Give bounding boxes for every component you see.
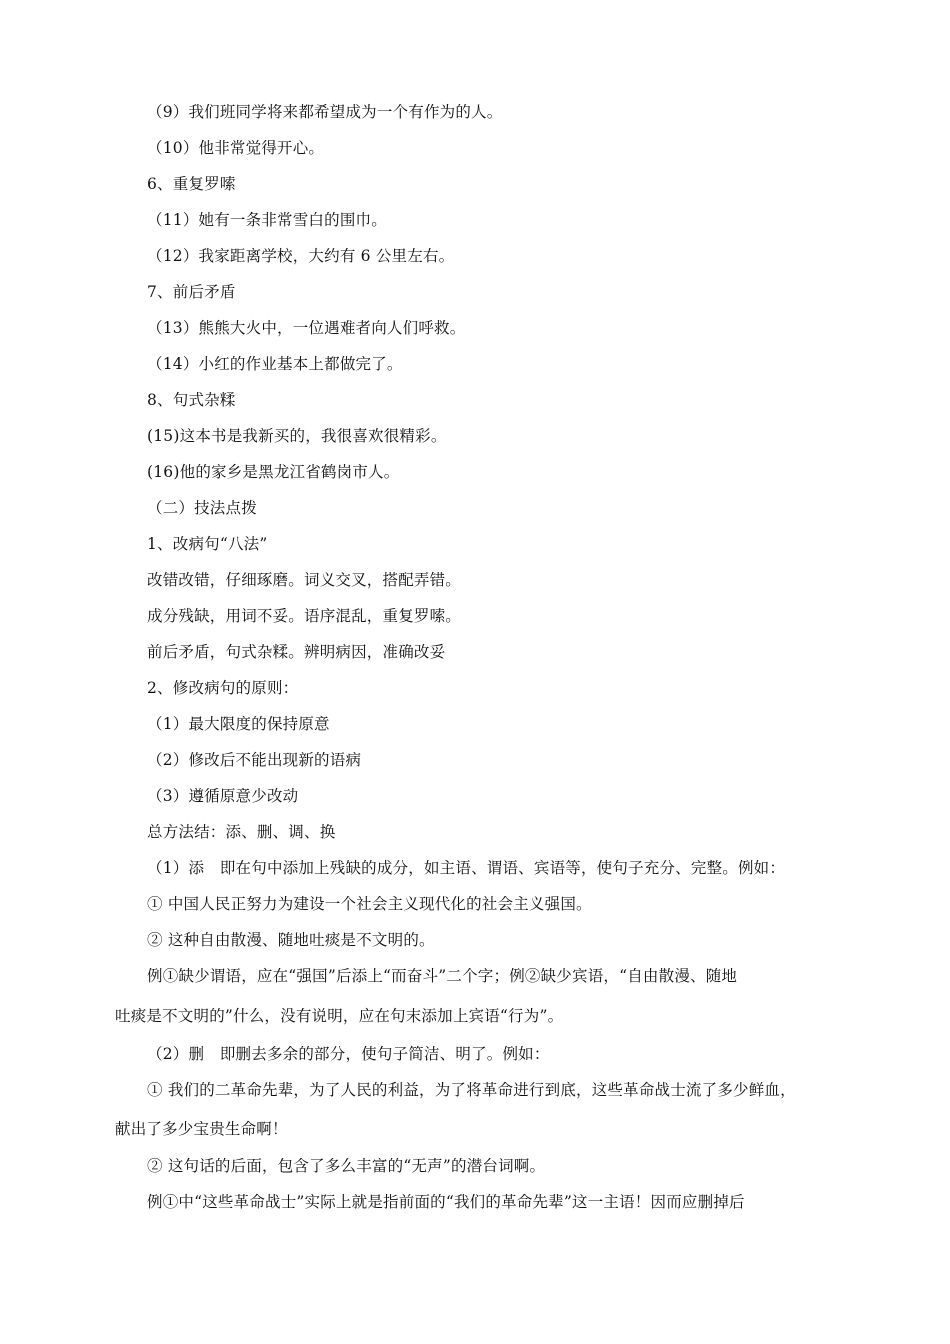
add-example-2: ② 这种自由散漫、随地吐痰是不文明的。 bbox=[147, 931, 435, 949]
sentence-9: （9）我们班同学将来都希望成为一个有作为的人。 bbox=[147, 103, 503, 121]
heading-mixed-structure: 8、句式杂糅 bbox=[147, 391, 236, 409]
sentence-13: （13）熊熊大火中，一位遇难者向人们呼救。 bbox=[147, 319, 466, 337]
principle-2: （2）修改后不能出现新的语病 bbox=[147, 751, 362, 769]
section-heading-techniques: （二）技法点拨 bbox=[147, 499, 257, 517]
method-delete-description: （2）删 即删去多余的部分，使句子简洁、明了。例如： bbox=[147, 1045, 550, 1063]
principle-3: （3）遵循原意少改动 bbox=[147, 787, 299, 805]
add-example-1: ① 中国人民正努力为建设一个社会主义现代化的社会主义强国。 bbox=[147, 895, 592, 913]
delete-example-1-line-2: 献出了多少宝贵生命啊！ bbox=[115, 1120, 288, 1138]
delete-example-2: ② 这句话的后面，包含了多么丰富的“无声”的潜台词啊。 bbox=[147, 1157, 546, 1175]
sentence-14: （14）小红的作业基本上都做完了。 bbox=[147, 355, 403, 373]
delete-example-1-line-1: ① 我们的二革命先辈，为了人民的利益，为了将革命进行到底，这些革命战士流了多少鲜血， bbox=[147, 1081, 796, 1099]
sentence-16: (16)他的家乡是黑龙江省鹤岗市人。 bbox=[147, 463, 400, 481]
verse-line-1: 改错改错，仔细琢磨。词义交叉，搭配弄错。 bbox=[147, 571, 462, 589]
verse-line-2: 成分残缺，用词不妥。语序混乱，重复罗嗦。 bbox=[147, 607, 462, 625]
verse-line-3: 前后矛盾，句式杂糅。辨明病因，准确改妥 bbox=[147, 643, 446, 661]
heading-contradiction: 7、前后矛盾 bbox=[147, 283, 236, 301]
sentence-11: （11）她有一条非常雪白的围巾。 bbox=[147, 211, 387, 229]
sentence-12: （12）我家距离学校，大约有 6 公里左右。 bbox=[147, 247, 455, 265]
sentence-10: （10）他非常觉得开心。 bbox=[147, 139, 325, 157]
method-summary: 总方法结：添、删、调、换 bbox=[147, 823, 336, 841]
sentence-15: (15)这本书是我新买的，我很喜欢很精彩。 bbox=[147, 427, 447, 445]
heading-repetition: 6、重复罗嗦 bbox=[147, 175, 236, 193]
heading-principles: 2、修改病句的原则： bbox=[147, 679, 299, 697]
heading-eight-methods: 1、改病句“八法” bbox=[147, 535, 268, 553]
add-explanation-line-1: 例①缺少谓语，应在“强国”后添上“而奋斗”二个字；例②缺少宾语，“自由散漫、随地 bbox=[147, 967, 738, 985]
method-add-description: （1）添 即在句中添加上残缺的成分，如主语、谓语、宾语等，使句子充分、完整。例如： bbox=[147, 859, 786, 877]
add-explanation-line-2: 吐痰是不文明的”什么，没有说明，应在句末添加上宾语“行为”。 bbox=[115, 1007, 564, 1025]
delete-explanation-line-1: 例①中“这些革命战士”实际上就是指前面的“我们的革命先辈”这一主语！因而应删掉后 bbox=[147, 1193, 745, 1211]
principle-1: （1）最大限度的保持原意 bbox=[147, 715, 330, 733]
